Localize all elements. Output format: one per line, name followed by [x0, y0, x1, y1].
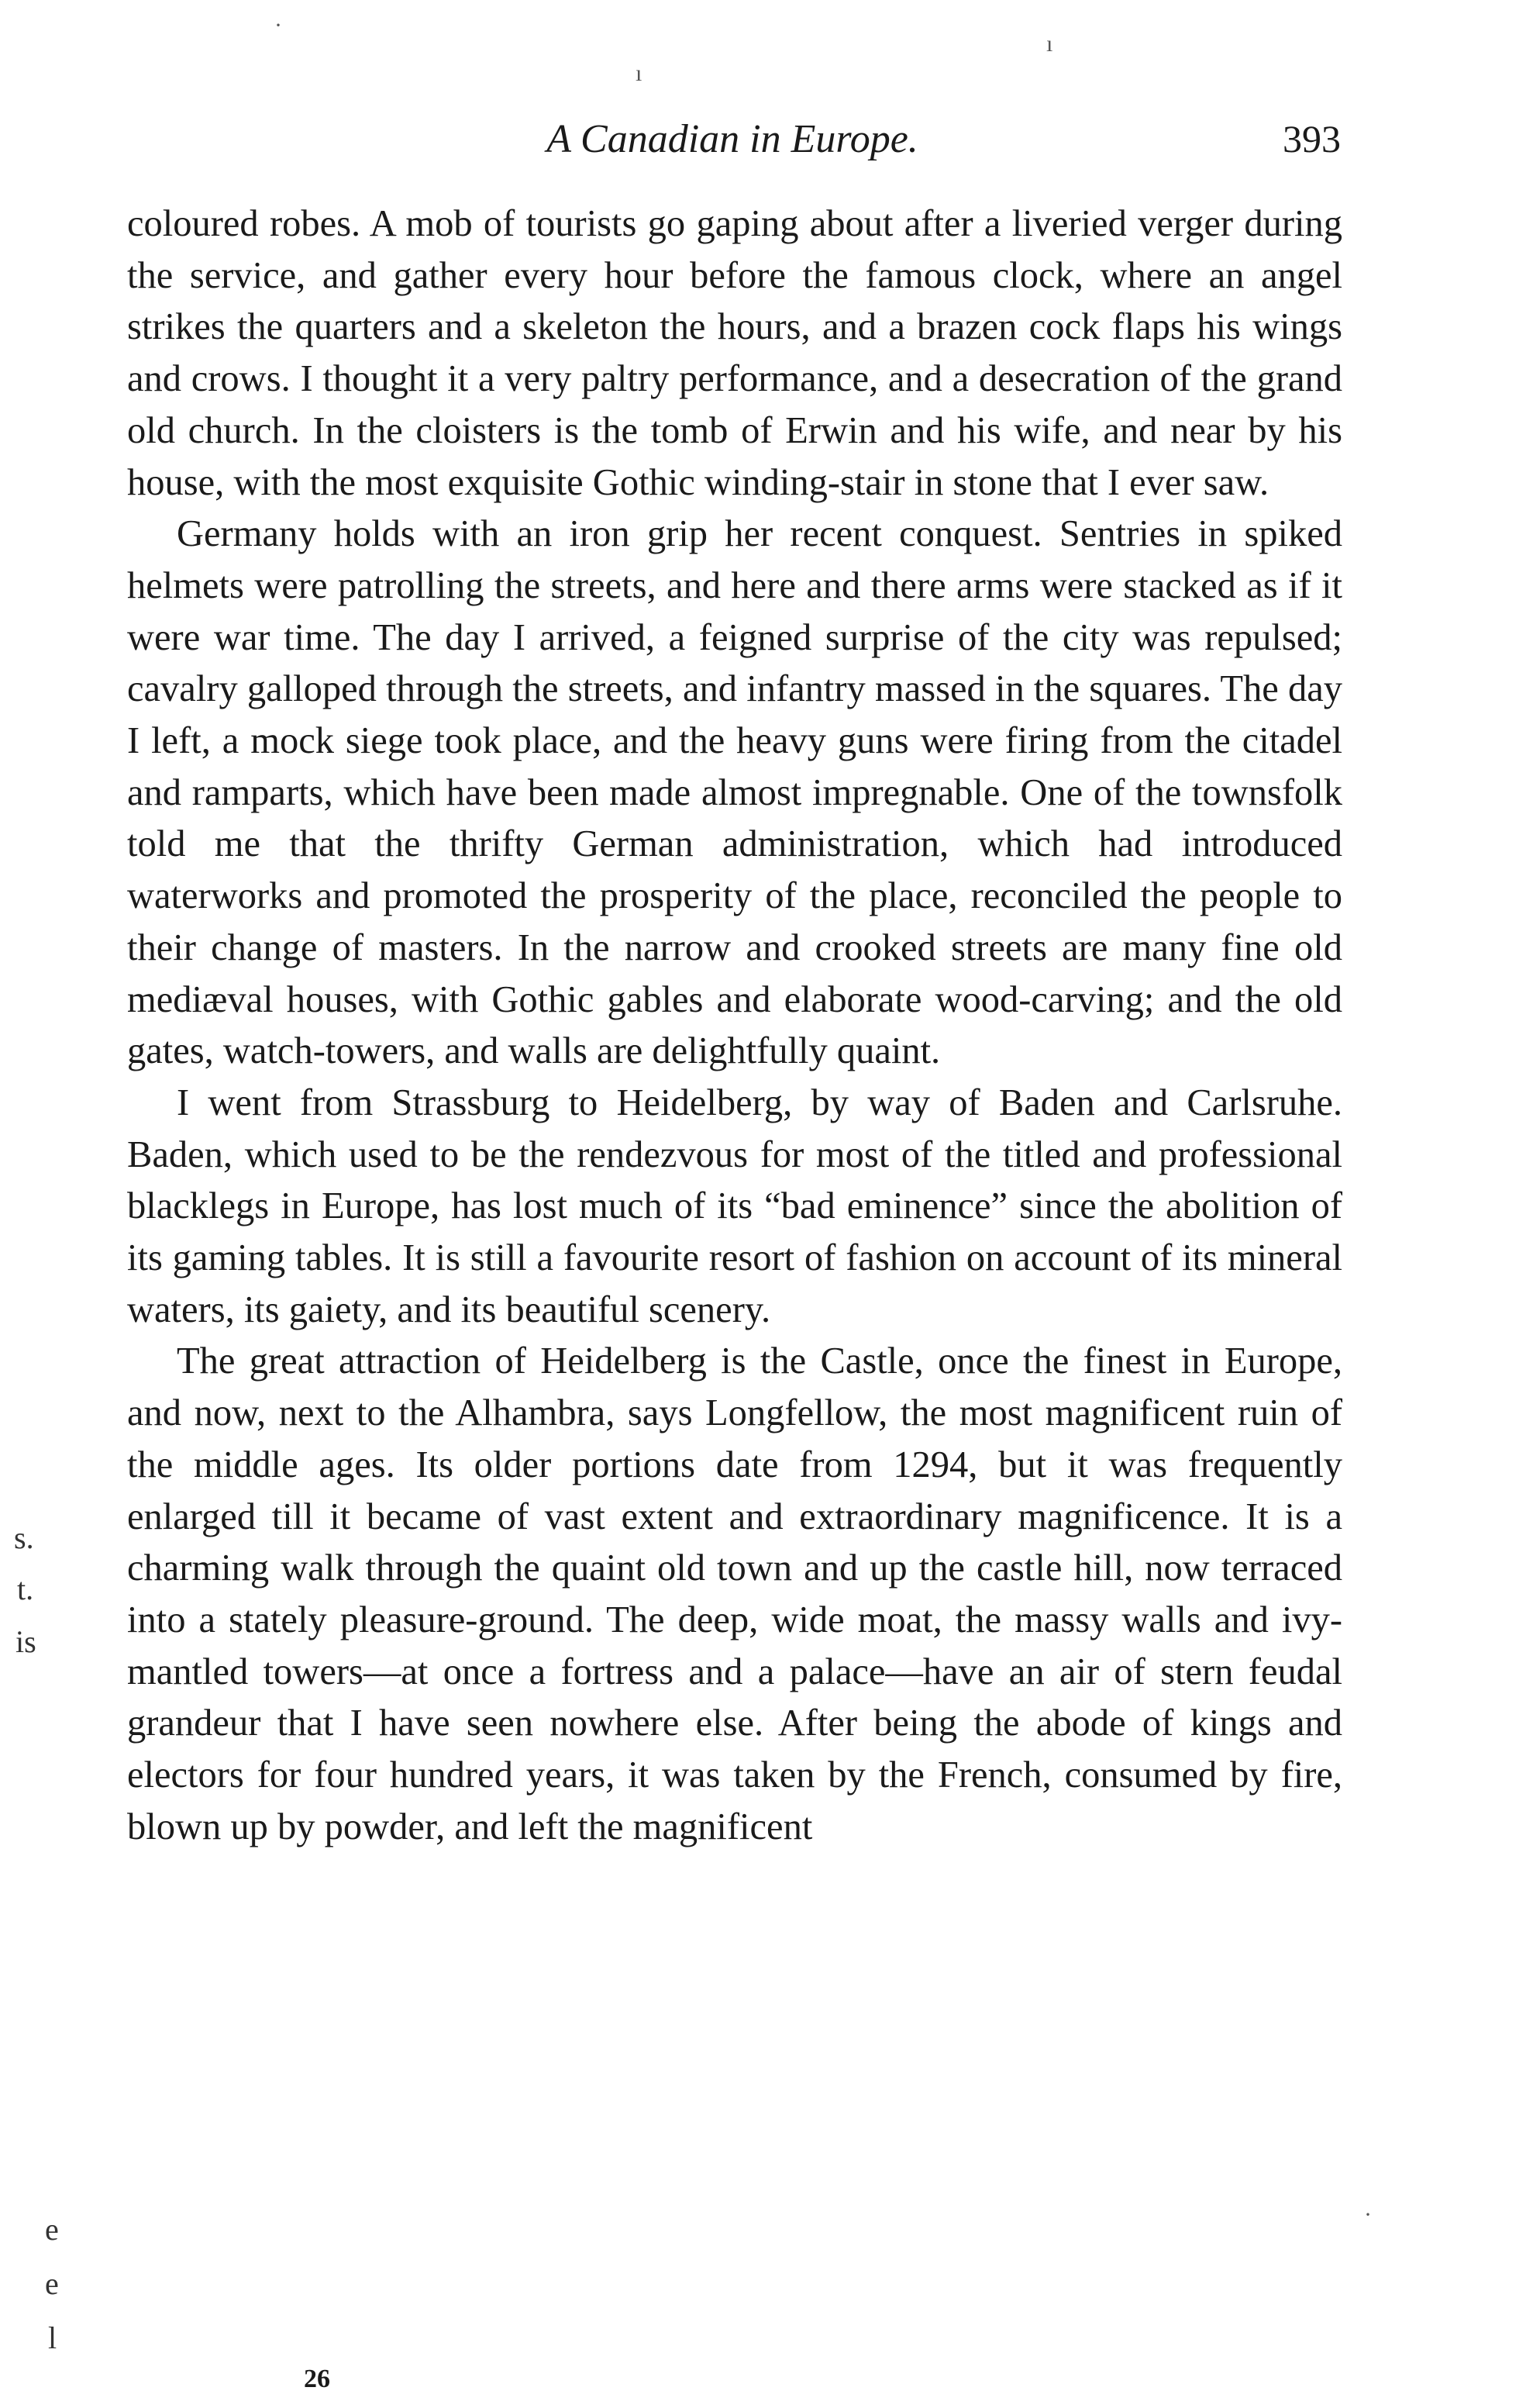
- margin-mark: l: [48, 2320, 57, 2355]
- print-speck: ı: [1046, 31, 1053, 57]
- paragraph: coloured robes. A mob of tourists go gaping about after a liveried verger during the service, and gather every hour before the famous clock, where an angel strikes the quarters and a skeleton the hours, and a brazen cock flaps his wings and crows. I thought it a very paltry performance, and a desecration of the grand old church. In the cloisters is the tomb of Erwin and his wife, and near by his house, with the most exquisite Gothic winding-stair in stone that I ever saw.: [127, 203, 1342, 503]
- margin-mark: s.: [14, 1520, 34, 1555]
- margin-mark: is: [16, 1624, 36, 1659]
- page-number: 393: [1283, 117, 1341, 160]
- print-speck: ·: [274, 12, 282, 38]
- margin-mark: t.: [17, 1571, 34, 1606]
- paragraph: I went from Strassburg to Heidelberg, by way of Baden and Carlsruhe. Baden, which used to be the rendezvous for most of the titled and professional blacklegs in Europe, has lost much of its “bad eminence” since the abolition of its gaming tables. It is still a favourite resort of fashion on account of its mineral waters, its gaiety, and its beautiful scenery.: [127, 1082, 1342, 1330]
- paragraph: The great attraction of Heidelberg is the Castle, once the finest in Europe, and now, next to the Alhambra, says Longfellow, the most magnificent ruin of the middle ages. Its older portions date from 1294, but it was frequently enlarged till it became of vast extent and extraordinary magnificence. It is a charming walk through the quaint old town and up the castle hill, now terraced into a stately pleasure-ground. The deep, wide moat, the massy walls and ivy-mantled towers—at once a fortress and a palace—have an air of stern feudal grandeur that I have seen nowhere else. After being the abode of kings and electors for four hundred years, it was taken by the French, consumed by fire, blown up by powder, and left the magnificent: [127, 1340, 1342, 1847]
- signature-mark: 26: [304, 2365, 330, 2393]
- body-text: [127, 198, 1342, 1854]
- left-margin-bleed: [0, 0, 109, 2408]
- paragraph: Germany holds with an iron grip her recent conquest. Sentries in spiked helmets were patrolling the streets, and here and there arms were stacked as if it were war time. The day I arrived, a feigned surprise of the city was repulsed; cavalry galloped through the streets, and infantry massed in the squares. The day I left, a mock siege took place, and the heavy guns were firing from the citadel and ramparts, which have been made almost impregnable. One of the townsfolk told me that the thrifty German administration, which had introduced waterworks and promoted the prosperity of the place, reconciled the people to their change of masters. In the narrow and crooked streets are many fine old mediæval houses, with Gothic gables and elaborate wood-carving; and the old gates, watch-towers, and walls are delightfully quaint.: [127, 513, 1342, 1072]
- running-title: A Canadian in Europe.: [546, 117, 918, 161]
- page-header: [124, 116, 1341, 178]
- print-speck: ·: [1364, 2202, 1372, 2227]
- print-speck: ı: [636, 60, 642, 86]
- margin-mark: e: [45, 2266, 59, 2301]
- margin-mark: e: [45, 2212, 59, 2247]
